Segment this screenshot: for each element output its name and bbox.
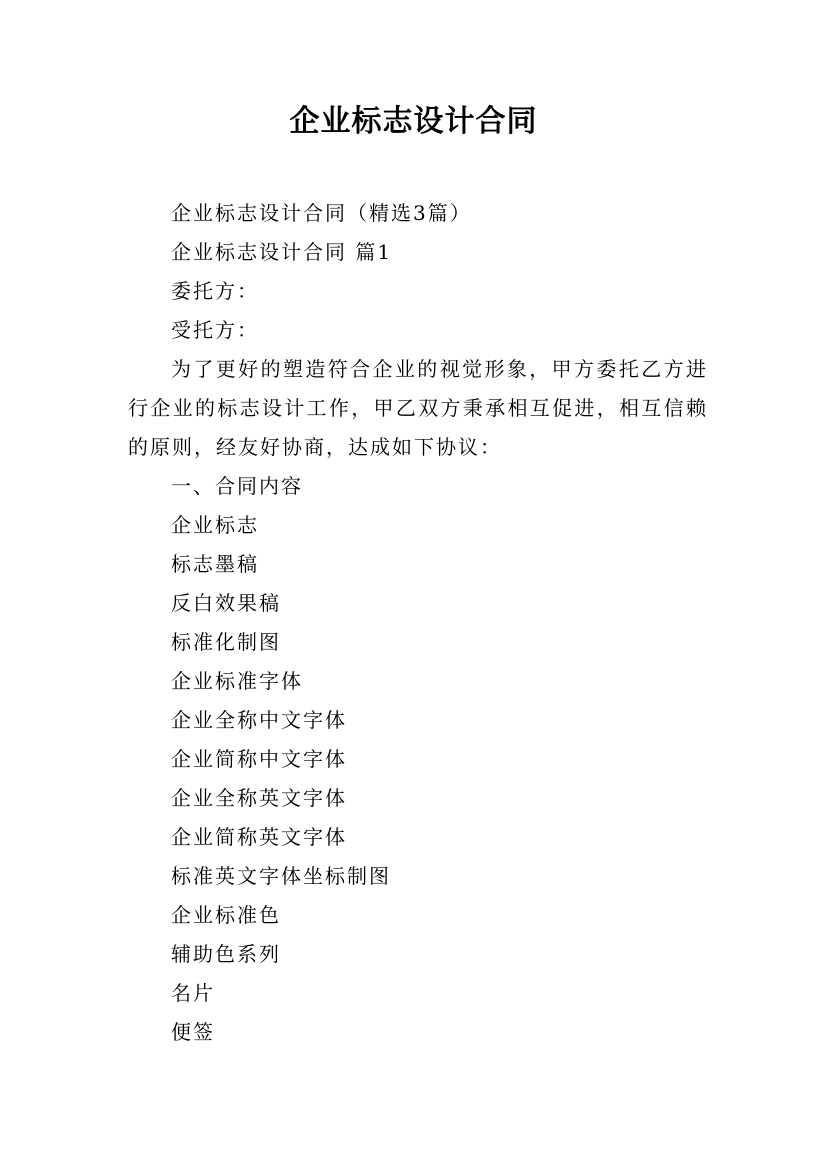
client-paragraph: 委托方：: [171, 279, 259, 303]
list-item: 名片: [171, 981, 215, 1005]
list-item: 企业简称英文字体: [171, 825, 347, 849]
list-item: 企业标志: [171, 513, 259, 537]
list-item: 辅助色系列: [171, 942, 281, 966]
list-item: 企业全称中文字体: [171, 708, 347, 732]
list-item: 企业全称英文字体: [171, 786, 347, 810]
list-item: 企业标准字体: [171, 669, 303, 693]
section-heading-paragraph: 企业标志设计合同 篇1: [171, 240, 393, 264]
document-body: [128, 194, 708, 1052]
list-item: 标志墨稿: [171, 552, 259, 576]
contractor-paragraph: 受托方：: [171, 318, 259, 342]
list-item: 企业简称中文字体: [171, 747, 347, 771]
list-item: 标准英文字体坐标制图: [171, 864, 391, 888]
intro-paragraph: 为了更好的塑造符合企业的视觉形象，甲方委托乙方进行企业的标志设计工作，甲乙双方秉承相互促进，相互信赖的原则，经友好协商，达成如下协议：: [128, 357, 708, 459]
clause-heading-paragraph: 一、合同内容: [171, 474, 303, 498]
list-item: 企业标准色: [171, 903, 281, 927]
list-item: 标准化制图: [171, 630, 281, 654]
list-item: 便签: [171, 1020, 215, 1044]
list-item: 反白效果稿: [171, 591, 281, 615]
document-title: 企业标志设计合同: [289, 104, 538, 139]
subtitle-paragraph: 企业标志设计合同（精选3篇）: [171, 201, 472, 225]
